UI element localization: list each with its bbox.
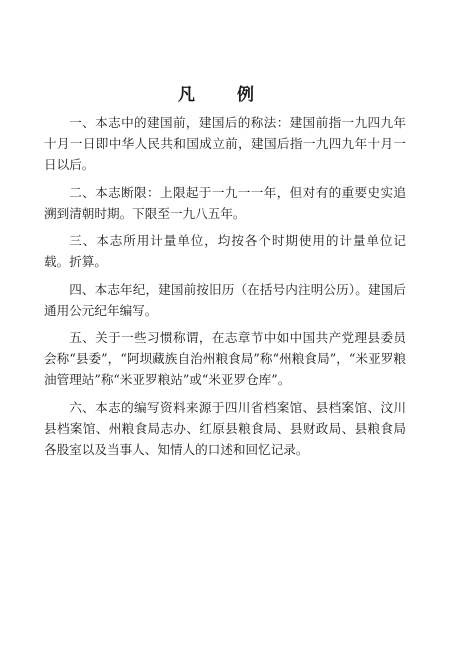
paragraph-3: 三、本志所用计量单位，均按各个时期使用的计量单位记载。折算。 xyxy=(44,233,406,269)
paragraph-5: 五、关于一些习惯称谓，在志章节中如中国共产党理县委员会称“县委”，“阿坝藏族自治州粮食局”称“州粮食局”，“米亚罗粮油管理站”称“米亚罗粮站”或“米亚罗仓库”。 xyxy=(44,330,406,387)
paragraph-2: 二、本志断限：上限起于一九一一年，但对有的重要史实追溯到清朝时期。下限至一九八五年。 xyxy=(44,184,406,221)
page-title: 凡 例 xyxy=(178,85,272,105)
body-text xyxy=(44,112,406,466)
paragraph-6: 六、本志的编写资料来源于四川省档案馆、县档案馆、汶川县档案馆、州粮食局志办、红原县粮食局、县财政局、县粮食局各股室以及当事人、知情人的口述和回忆记录。 xyxy=(44,399,406,457)
paragraph-4: 四、本志年纪，建国前按旧历（在括号内注明公历）。建国后通用公元纪年编写。 xyxy=(44,281,406,318)
paragraph-1: 一、本志中的建国前，建国后的称法：建国前指一九四九年十月一日即中华人民共和国成立前，建国后指一九四九年十月一日以后。 xyxy=(44,115,406,172)
